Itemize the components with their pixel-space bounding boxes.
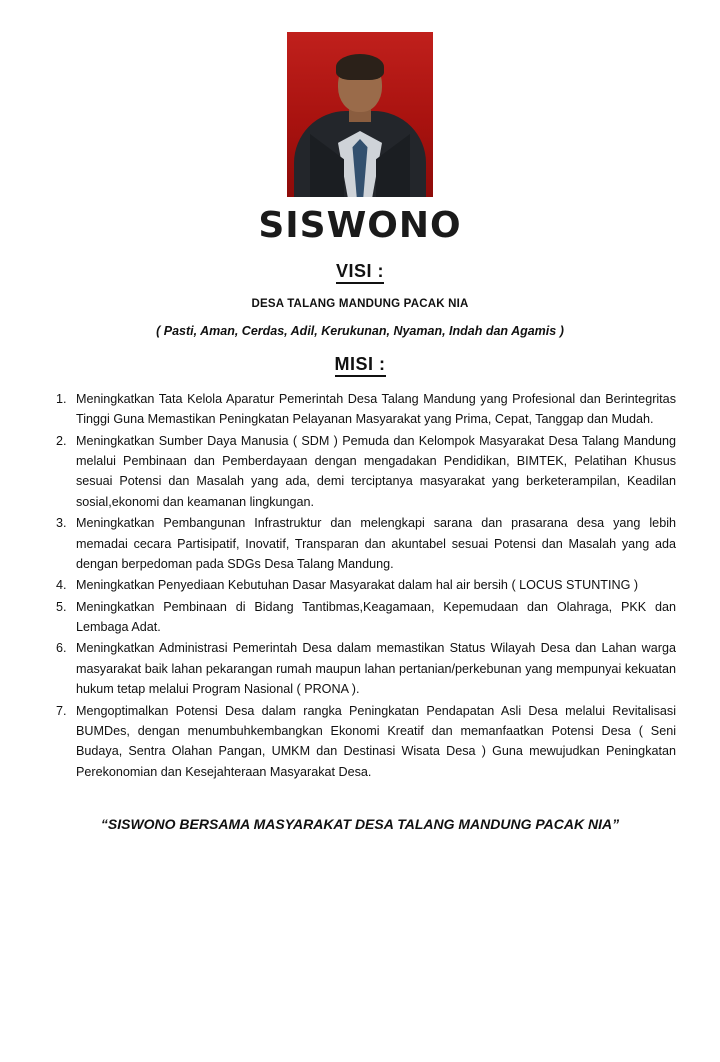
- visi-subtitle: ( Pasti, Aman, Cerdas, Adil, Kerukunan, Nyaman, Indah dan Agamis ): [156, 323, 564, 338]
- list-item: 5. Meningkatkan Pembinaan di Bidang Tantibmas,Keagamaan, Kepemudaan dan Olahraga, PKK dan Lembaga Adat.: [70, 597, 676, 638]
- portrait-container: [44, 32, 676, 197]
- list-item: 6. Meningkatkan Administrasi Pemerintah Desa dalam memastikan Status Wilayah Desa dan Lahan warga masyarakat baik lahan pekarangan rumah maupun lahan pertanian/perkebunan yang mempunyai kekuatan hukum tetap melalui Program Nasional ( PRONA ).: [70, 638, 676, 699]
- list-item: 1. Meningkatkan Tata Kelola Aparatur Pemerintah Desa Talang Mandung yang Profesional dan Berintegritas Tinggi Guna Memastikan Peningkatan Pelayanan Masyarakat yang Prima, Cepat, Tanggap dan Mudah.: [70, 389, 676, 430]
- visi-statement: DESA TALANG MANDUNG PACAK NIA: [251, 297, 469, 310]
- misi-heading-text: MISI :: [335, 354, 386, 377]
- closing-slogan: “SISWONO BERSAMA MASYARAKAT DESA TALANG MANDUNG PACAK NIA”: [100, 816, 620, 833]
- candidate-portrait-photo: [287, 32, 433, 197]
- misi-list: [44, 389, 676, 782]
- list-item: 2. Meningkatkan Sumber Daya Manusia ( SDM ) Pemuda dan Kelompok Masyarakat Desa Talang Mandung melalui Pembinaan dan Pemberdayaan dengan mengadakan Pendidikan, BIMTEK, Pelatihan Khusus sesuai Potensi dan Masalah yang ada, demi terciptanya masyarakat yang berketerampilan, Keadilan sosial,ekonomi dan keamanan lingkungan.: [70, 431, 676, 513]
- portrait-hair: [336, 54, 384, 80]
- visi-heading-text: VISI :: [336, 261, 384, 284]
- list-item: 4. Meningkatkan Penyediaan Kebutuhan Dasar Masyarakat dalam hal air bersih ( LOCUS STUNTING ): [70, 575, 676, 595]
- list-item: 7. Mengoptimalkan Potensi Desa dalam rangka Peningkatan Pendapatan Asli Desa melalui Revitalisasi BUMDes, dengan menumbuhkembangkan Ekonomi Kreatif dan memanfaatkan Potensi Desa ( Seni Budaya, Sentra Olahan Pangan, UMKM dan Destinasi Wisata Desa ) Guna mewujudkan Peningkatan Perekonomian dan Kesejahteraan Masyarakat Desa.: [70, 701, 676, 783]
- list-item: 3. Meningkatkan Pembangunan Infrastruktur dan melengkapi sarana dan prasarana desa yang lebih memadai cecara Partisipatif, Inovatif, Transparan dan akuntabel sesuai Potensi dan Masalah yang ada dengan berpedoman pada SDGs Desa Talang Mandung.: [70, 513, 676, 574]
- misi-heading: [44, 354, 676, 375]
- candidate-name: SISWONO: [258, 205, 462, 246]
- visi-heading: [44, 261, 676, 282]
